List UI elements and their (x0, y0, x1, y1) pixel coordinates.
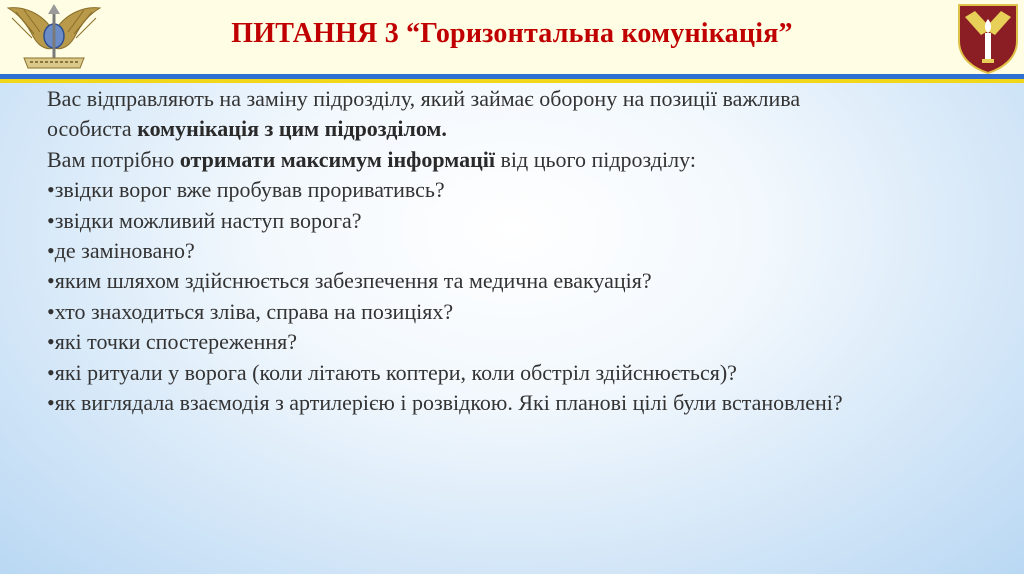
page-title: ПИТАННЯ 3 “Горизонтальна комунікація” (231, 18, 793, 49)
bullet-item: •звідки ворог вже пробував проривативсь? (47, 177, 445, 203)
bullet-item: •які точки спостереження? (47, 329, 298, 355)
bullet-item: •звідки можливий наступ ворога? (47, 207, 362, 233)
bullet-item: •де заміновано? (47, 238, 195, 264)
slide-body (47, 84, 1007, 418)
intro-line-3 (47, 145, 1007, 175)
bullet-item: •які ритуали у ворога (коли літають коптери, коли обстріл здійснюється)? (47, 359, 737, 385)
intro-line-1: Вас відправляють на заміну підрозділу, який займає оборону на позиції важлива (47, 86, 801, 111)
intro-line-2-emphasis: комунікація з цим підрозділом. (137, 116, 447, 142)
intro-line-3-text-c: від цього підрозділу: (495, 146, 696, 172)
bullet-item: •як виглядала взаємодія з артилерією і розвідкою. Які планові цілі були встановлені? (47, 390, 843, 416)
bullet-item: •хто знаходиться зліва, справа на позиціях? (47, 298, 454, 324)
header-stripe-yellow (0, 79, 1024, 83)
intro-line-2-text: особиста (47, 116, 138, 142)
intro-line-3-emphasis: отримати максимум інформації (179, 146, 495, 172)
bullet-item: •яким шляхом здійснюється забезпечення та медична евакуація? (47, 268, 652, 294)
intro-line-2 (47, 114, 1007, 144)
intro-line-3-text-a: Вам потрібно (47, 146, 180, 172)
